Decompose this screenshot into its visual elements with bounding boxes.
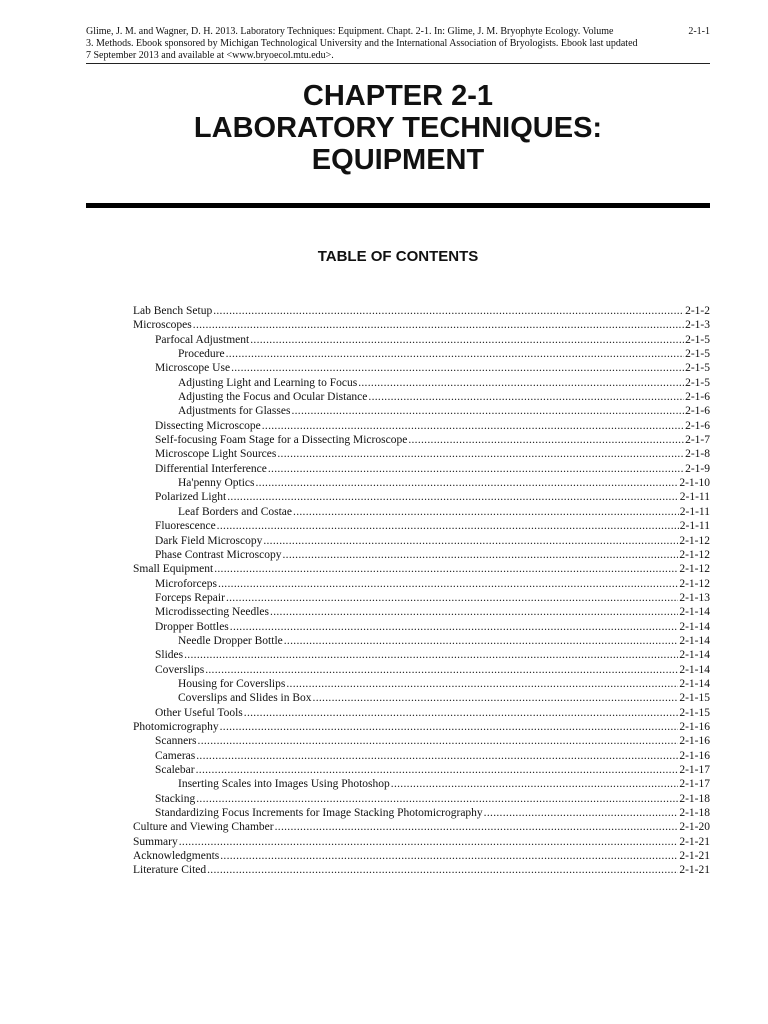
toc-leader-dots xyxy=(282,548,678,562)
toc-entry-label: Dark Field Microscopy xyxy=(155,534,263,547)
toc-entry[interactable] xyxy=(133,476,710,490)
toc-entry-label: Coverslips and Slides in Box xyxy=(178,692,312,705)
toc-entry-page: 2-1-11 xyxy=(679,520,710,533)
title-divider xyxy=(86,203,710,208)
toc-leader-dots xyxy=(213,304,684,318)
toc-entry-page: 2-1-20 xyxy=(679,821,710,834)
toc-entry-page: 2-1-16 xyxy=(679,720,710,733)
toc-entry-page: 2-1-14 xyxy=(679,620,710,633)
toc-leader-dots xyxy=(368,390,684,404)
toc-entry-label: Self-focusing Foam Stage for a Dissecting Microscope xyxy=(155,434,408,447)
toc-entry-page: 2-1-18 xyxy=(679,807,710,820)
toc-leader-dots xyxy=(291,404,684,418)
toc-entry-label: Microforceps xyxy=(155,577,217,590)
toc-leader-dots xyxy=(196,792,678,806)
toc-entry-page: 2-1-14 xyxy=(679,606,710,619)
toc-entry-page: 2-1-12 xyxy=(679,577,710,590)
toc-entry-label: Microscope Light Sources xyxy=(155,448,277,461)
chapter-number: CHAPTER 2-1 xyxy=(302,80,494,112)
toc-entry-label: Housing for Coverslips xyxy=(178,677,286,690)
toc-entry-page: 2-1-12 xyxy=(679,534,710,547)
header-divider xyxy=(86,63,710,64)
toc-leader-dots xyxy=(207,863,678,877)
toc-entry-page: 2-1-14 xyxy=(679,663,710,676)
toc-entry-page: 2-1-13 xyxy=(679,591,710,604)
toc-entry-label: Adjusting the Focus and Ocular Distance xyxy=(178,391,368,404)
toc-entry-label: Microscopes xyxy=(133,319,192,332)
toc-entry[interactable] xyxy=(133,634,710,648)
toc-entry-page: 2-1-10 xyxy=(679,477,710,490)
toc-entry[interactable] xyxy=(133,605,710,619)
toc-leader-dots xyxy=(277,447,684,461)
citation-line-2 xyxy=(86,38,710,50)
toc-leader-dots xyxy=(214,562,678,576)
citation-text-2: 3. Methods. Ebook sponsored by Michigan Technological University and the International Association of Bryologists. Ebook last updated xyxy=(86,38,638,49)
toc-entry-label: Procedure xyxy=(178,348,225,361)
toc-entry-label: Photomicrography xyxy=(133,720,219,733)
toc-entry[interactable] xyxy=(133,304,710,318)
toc-entry[interactable] xyxy=(133,620,710,634)
toc-entry-page: 2-1-17 xyxy=(679,764,710,776)
toc-entry-page: 2-1-18 xyxy=(679,792,710,805)
toc-entry-page: 2-1-11 xyxy=(679,505,710,518)
toc-leader-dots xyxy=(284,634,679,648)
toc-entry-label: Inserting Scales into Images Using Photoshop xyxy=(178,778,390,791)
toc-entry-label: Dropper Bottles xyxy=(155,620,229,633)
toc-entry-page: 2-1-21 xyxy=(679,864,710,877)
toc-leader-dots xyxy=(231,361,684,375)
page-number: 2-1-1 xyxy=(688,26,710,37)
toc-entry-label: Microdissecting Needles xyxy=(155,606,270,619)
toc-entry-page: 2-1-5 xyxy=(685,376,710,389)
toc-entry-label: Lab Bench Setup xyxy=(133,305,213,317)
toc-entry-page: 2-1-5 xyxy=(685,333,710,346)
toc-entry-label: Scalebar xyxy=(155,764,195,776)
toc-entry-page: 2-1-6 xyxy=(685,419,710,432)
toc-entry[interactable] xyxy=(133,562,710,576)
toc-entry-label: Polarized Light xyxy=(155,491,227,504)
toc-leader-dots xyxy=(198,734,679,748)
toc-leader-dots xyxy=(230,620,679,634)
toc-entry-label: Cameras xyxy=(155,749,196,762)
toc-leader-dots xyxy=(358,376,684,390)
toc-entry-label: Dissecting Microscope xyxy=(155,419,261,432)
toc-entry-label: Parfocal Adjustment xyxy=(155,333,250,346)
toc-entry-page: 2-1-15 xyxy=(679,706,710,719)
toc-entry-label: Leaf Borders and Costae xyxy=(178,505,293,518)
toc-leader-dots xyxy=(293,505,679,519)
toc-entry[interactable] xyxy=(133,505,710,519)
toc-entry-label: Ha'penny Optics xyxy=(178,477,255,490)
toc-entry-page: 2-1-7 xyxy=(685,434,710,447)
toc-leader-dots xyxy=(220,849,678,863)
toc-entry-page: 2-1-6 xyxy=(685,391,710,404)
toc-heading: TABLE OF CONTENTS xyxy=(317,248,479,265)
toc-entry[interactable] xyxy=(133,347,710,361)
toc-entry[interactable] xyxy=(133,734,710,748)
chapter-title-line-3: EQUIPMENT xyxy=(311,144,485,176)
toc-entry[interactable] xyxy=(133,361,710,375)
toc-entry-label: Fluorescence xyxy=(155,520,216,533)
toc-entry[interactable] xyxy=(133,677,710,691)
toc-leader-dots xyxy=(275,820,679,834)
toc-entry[interactable] xyxy=(133,534,710,548)
toc-leader-dots xyxy=(226,347,684,361)
chapter-title xyxy=(86,80,710,176)
toc-entry-page: 2-1-12 xyxy=(679,563,710,576)
toc-leader-dots xyxy=(179,835,679,849)
toc-entry[interactable] xyxy=(133,548,710,562)
toc-entry-page: 2-1-15 xyxy=(679,692,710,705)
citation-line-3 xyxy=(86,50,710,62)
toc-entry[interactable] xyxy=(133,333,710,347)
toc-leader-dots xyxy=(408,433,684,447)
toc-leader-dots xyxy=(256,476,679,490)
toc-entry[interactable] xyxy=(133,806,710,820)
toc-entry-label: Stacking xyxy=(155,792,196,805)
toc-entry[interactable] xyxy=(133,763,710,777)
toc-entry[interactable] xyxy=(133,447,710,461)
toc-entry[interactable] xyxy=(133,318,710,332)
toc-entry[interactable] xyxy=(133,849,710,863)
toc-entry-label: Needle Dropper Bottle xyxy=(178,634,283,647)
toc-entry-page: 2-1-5 xyxy=(685,348,710,361)
toc-leader-dots xyxy=(286,677,678,691)
toc-leader-dots xyxy=(217,519,679,533)
toc-leader-dots xyxy=(193,318,684,332)
toc-entry-page: 2-1-2 xyxy=(685,305,710,317)
toc-entry[interactable] xyxy=(133,835,710,849)
toc-entry-label: Microscope Use xyxy=(155,362,231,375)
toc-entry[interactable] xyxy=(133,490,710,504)
toc-entry[interactable] xyxy=(133,691,710,705)
toc-entry-page: 2-1-16 xyxy=(679,735,710,748)
toc-entry-page: 2-1-17 xyxy=(679,778,710,791)
toc-entry-label: Forceps Repair xyxy=(155,591,225,604)
toc-entry[interactable] xyxy=(133,376,710,390)
toc-entry-label: Culture and Viewing Chamber xyxy=(133,821,274,834)
toc-entry-page: 2-1-14 xyxy=(679,649,710,662)
toc-entry-page: 2-1-5 xyxy=(685,362,710,375)
toc-entry[interactable] xyxy=(133,820,710,834)
toc-entry[interactable] xyxy=(133,720,710,734)
citation-text-3: 7 September 2013 and available at <www.bryoecol.mtu.edu>. xyxy=(86,50,334,61)
toc-leader-dots xyxy=(484,806,679,820)
toc-leader-dots xyxy=(263,534,678,548)
toc-entry-page: 2-1-16 xyxy=(679,749,710,762)
toc-entry-label: Summary xyxy=(133,835,178,848)
chapter-title-line-2: LABORATORY TECHNIQUES: xyxy=(193,112,603,144)
toc-entry-label: Scanners xyxy=(155,735,197,748)
citation-text-1: Glime, J. M. and Wagner, D. H. 2013. Laboratory Techniques: Equipment. Chapt. 2-1. In: Glime, J. M. Bryophyte Ecology. Volume xyxy=(86,26,614,37)
toc-entry[interactable] xyxy=(133,648,710,662)
toc-leader-dots xyxy=(227,490,679,504)
toc-leader-dots xyxy=(268,462,684,476)
table-of-contents xyxy=(133,304,710,878)
toc-entry-label: Coverslips xyxy=(155,663,205,676)
toc-entry[interactable] xyxy=(133,577,710,591)
toc-leader-dots xyxy=(205,663,678,677)
toc-entry-label: Literature Cited xyxy=(133,864,207,877)
toc-entry-label: Adjusting Light and Learning to Focus xyxy=(178,376,358,389)
toc-leader-dots xyxy=(262,419,684,433)
citation-header xyxy=(86,26,710,62)
toc-entry[interactable] xyxy=(133,591,710,605)
toc-entry[interactable] xyxy=(133,777,710,791)
toc-entry[interactable] xyxy=(133,749,710,763)
toc-entry-page: 2-1-9 xyxy=(685,462,710,475)
toc-leader-dots xyxy=(270,605,678,619)
toc-entry-page: 2-1-8 xyxy=(685,448,710,461)
toc-entry-label: Small Equipment xyxy=(133,563,214,576)
toc-entry-page: 2-1-21 xyxy=(679,835,710,848)
toc-leader-dots xyxy=(391,777,679,791)
toc-entry-label: Phase Contrast Microscopy xyxy=(155,548,282,561)
toc-entry[interactable] xyxy=(133,390,710,404)
toc-entry[interactable] xyxy=(133,519,710,533)
toc-leader-dots xyxy=(250,333,684,347)
toc-entry-page: 2-1-14 xyxy=(679,677,710,690)
toc-entry-page: 2-1-12 xyxy=(679,548,710,561)
toc-entry-page: 2-1-11 xyxy=(679,491,710,504)
toc-entry-page: 2-1-14 xyxy=(679,634,710,647)
toc-entry[interactable] xyxy=(133,462,710,476)
toc-entry-label: Adjustments for Glasses xyxy=(178,405,291,418)
toc-entry[interactable] xyxy=(133,419,710,433)
toc-entry[interactable] xyxy=(133,433,710,447)
toc-leader-dots xyxy=(313,691,679,705)
toc-entry-label: Acknowledgments xyxy=(133,850,220,863)
toc-leader-dots xyxy=(196,749,678,763)
toc-leader-dots xyxy=(226,591,678,605)
toc-entry[interactable] xyxy=(133,663,710,677)
toc-entry-page: 2-1-6 xyxy=(685,405,710,418)
toc-entry-label: Standardizing Focus Increments for Image Stacking Photomicrography xyxy=(155,807,483,820)
toc-entry-page: 2-1-21 xyxy=(679,850,710,863)
toc-leader-dots xyxy=(196,763,679,777)
toc-entry[interactable] xyxy=(133,863,710,877)
toc-entry-page: 2-1-3 xyxy=(685,319,710,332)
toc-entry-label: Other Useful Tools xyxy=(155,706,243,719)
toc-entry-label: Differential Interference xyxy=(155,462,267,475)
toc-entry[interactable] xyxy=(133,706,710,720)
toc-entry[interactable] xyxy=(133,792,710,806)
toc-entry[interactable] xyxy=(133,404,710,418)
toc-leader-dots xyxy=(218,577,678,591)
toc-leader-dots xyxy=(184,648,678,662)
toc-leader-dots xyxy=(220,720,679,734)
citation-line-1 xyxy=(86,26,710,38)
toc-entry-label: Slides xyxy=(155,649,184,662)
toc-leader-dots xyxy=(244,706,679,720)
